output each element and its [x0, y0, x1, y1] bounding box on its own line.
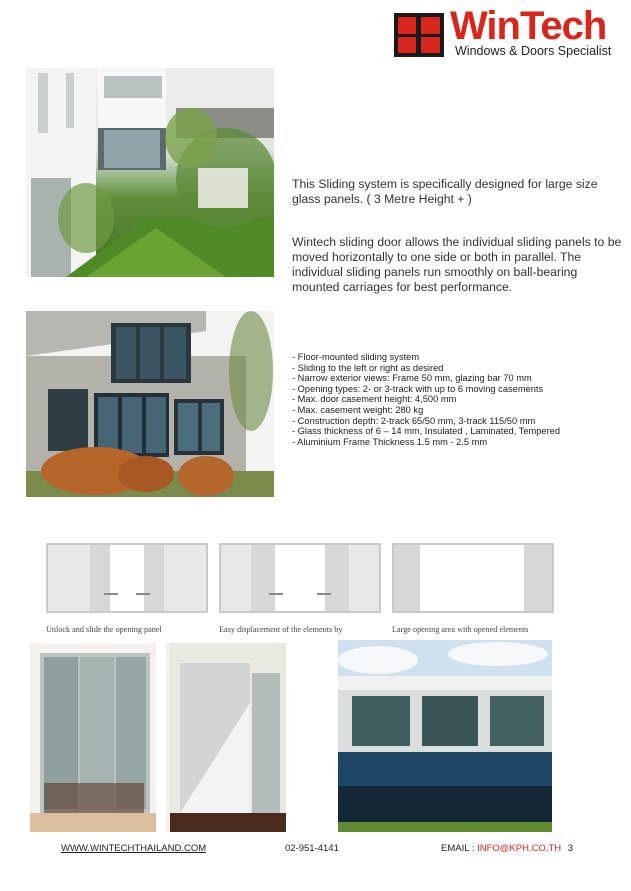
feature-item: - Sliding to the left or right as desired — [292, 362, 444, 373]
logo-name: WinTech — [450, 4, 607, 48]
garden-house-photo — [26, 68, 274, 277]
logo-mark — [394, 13, 444, 57]
intro-paragraph-2: Wintech sliding door allows the individual sliding panels to be moved horizontally to one side or both in parallel. The individual sliding panels run smoothly on ball-bearing mounted carriages for best performance. — [292, 235, 622, 294]
footer-phone: 02-951-4141 — [285, 843, 339, 854]
diagram-caption: Unlock and slide the opening panel — [46, 625, 162, 634]
building-exterior-photo — [26, 311, 274, 497]
diagram-caption: Easy displacement of the elements by — [219, 625, 343, 634]
diagram-unlock-slide — [46, 543, 208, 613]
intro-paragraph-1: This Sliding system is specifically designed for large size glass panels. ( 3 Metre Height + ) — [292, 177, 598, 206]
email-label: EMAIL : — [441, 843, 478, 854]
page-number: 3 — [567, 843, 574, 854]
email-link[interactable]: INFO@KPH.CO.TH — [477, 843, 562, 854]
feature-item: - Construction depth: 2-track 65/50 mm, 3-track 115/50 mm — [292, 415, 536, 426]
feature-item: - Opening types: 2- or 3-track with up to 6 moving casements — [292, 383, 544, 394]
feature-item: - Floor-mounted sliding system — [292, 352, 420, 362]
website-link[interactable]: WWW.WINTECHTHAILAND.COM — [61, 843, 207, 854]
footer-website-link[interactable] — [61, 843, 206, 854]
diagram-easy-displacement — [219, 543, 381, 613]
interior-sliding-door-photo — [30, 643, 286, 832]
footer-email — [441, 843, 573, 854]
feature-item: - Max. door casement height: 4,500 mm — [292, 394, 457, 405]
feature-list — [292, 352, 560, 447]
diagram-large-opening — [392, 543, 554, 613]
feature-item: - Max. casement weight: 280 kg — [292, 404, 424, 415]
pool-building-photo — [338, 640, 552, 832]
diagram-caption: Large opening area with opened elements — [392, 625, 529, 634]
feature-item: - Aluminium Frame Thickness 1.5 mm - 2.5 mm — [292, 436, 488, 447]
feature-item: - Narrow exterior views: Frame 50 mm, glazing bar 70 mm — [292, 373, 532, 384]
logo-tagline: Windows & Doors Specialist — [455, 44, 612, 58]
feature-item: - Glass thickness of 6 – 14 mm, Insulated , Laminated, Tempered — [292, 426, 561, 437]
